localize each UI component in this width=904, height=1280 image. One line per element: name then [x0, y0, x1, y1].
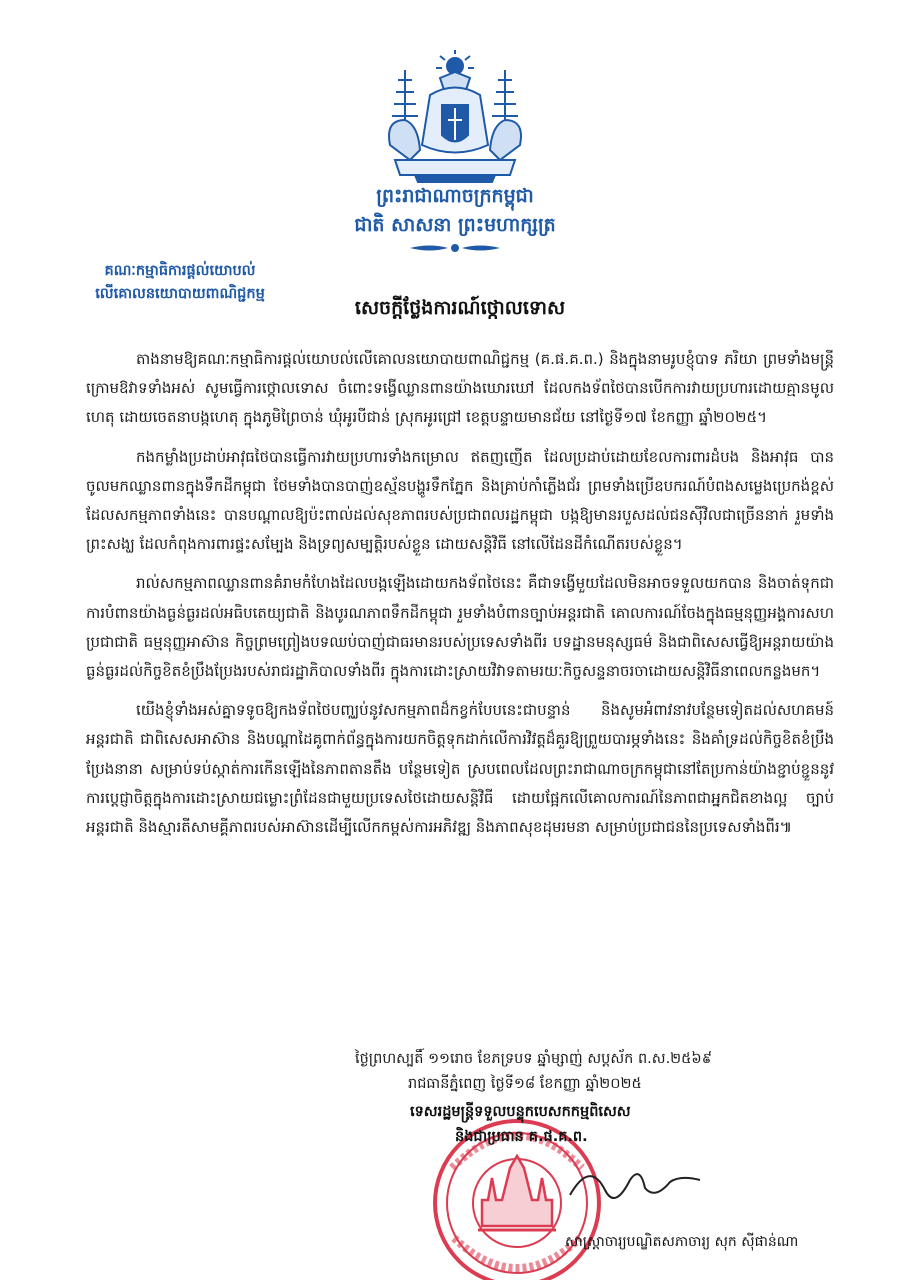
paragraph: រាល់សកម្មភាពឈ្លានពានគំរាមកំហែងដែលបង្កឡើងដោយកងទ័ពថៃនេះ គឺជាទង្វើមួយដែលមិនអាចទទួលយកបាន និងចាត់ទុកជាការបំពានយ៉ាងធ្ងន់ធ្ងរដល់អធិបតេយ្យជាតិ និងបូរណភាពទឹកដីកម្ពុជា រួមទាំងបំពានច្បាប់អន្តរជាតិ គោលការណ៍ចែងក្នុងធម្មនុញ្ញអង្គការសហប្រជាជាតិ ធម្មនុញ្ញអាស៊ាន កិច្ចព្រមព្រៀងបទឈប់បាញ់ជាធរមានរបស់ប្រទេសទាំងពីរ បទដ្ឋានមនុស្សធម៌ និងជាពិសេសធ្វើឱ្យអន្តរាយយ៉ាងធ្ងន់ធ្ងរដល់កិច្ចខិតខំប្រឹងប្រែងរបស់រាជរដ្ឋាភិបាលទាំងពីរ ក្នុងការដោះស្រាយវិវាទតាមរយៈកិច្ចសន្ទនាចរចាដោយសន្តិវិធីនាពេលកន្លងមក។: [86, 574, 834, 681]
paragraph: កងកម្លាំងប្រដាប់អាវុធថៃបានធ្វើការវាយប្រហារទាំងកម្រោល ឥតញញើត ដែលប្រដាប់ដោយខែលការពារដំបង និងអាវុធ បានចូលមកឈ្លានពានក្នុងទឹកដីកម្ពុជា ថែមទាំងបានបាញ់ឧស្ម័នបង្ហូរទឹកភ្នែក និងគ្រាប់កាំភ្លើងជ័រ ព្រមទាំងប្រើឧបករណ៍បំពងសម្លេងប្រេកង់ខ្ពស់ ដែលសកម្មភាពទាំងនេះ បានបណ្តាលឱ្យប៉ះពាល់ដល់សុខភាពរបស់ប្រជាពលរដ្ឋកម្ពុជា បង្កឱ្យមានរបួសដល់ជនស៊ីវិលជាច្រើននាក់ រួមទាំងព្រះសង្ឃ ដែលកំពុងការពារផ្ទះសម្បែង និងទ្រព្យសម្បត្តិរបស់ខ្លួន ដោយសន្តិវិធី នៅលើដែនដីកំណើតរបស់ខ្លួន។: [86, 447, 834, 554]
handwritten-signature: [560, 1140, 710, 1220]
signatory-title: ទេសរដ្ឋមន្ត្រីទទួលបន្ទុកបេសកកម្មពិសេស: [410, 1104, 631, 1120]
committee-name-line1: គណៈកម្មាធិការផ្តល់យោបល់: [104, 262, 256, 279]
kingdom-heading: ព្រះរាជាណាចក្រកម្ពុជា: [376, 185, 534, 207]
paragraph: យើងខ្ញុំទាំងអស់គ្នាទទូចឱ្យកងទ័ពថៃបញ្ឈប់នូវសកម្មភាពដ៏កខ្វក់បែបនេះជាបន្ទាន់ និងសូមអំពាវនាវបន្ថែមទៀតដល់សហគមន៍អន្តរជាតិ ជាពិសេសអាស៊ាន និងបណ្តាដៃគូពាក់ព័ន្ធក្នុងការយកចិត្តទុកដាក់លើការវិវត្តដ៏គួរឱ្យព្រួយបារម្ភទាំងនេះ និងគាំទ្រដល់កិច្ចខិតខំប្រឹងប្រែងនានា សម្រាប់ទប់ស្កាត់ការកើនឡើងនៃភាពតានតឹង បន្ថែមទៀត ស្របពេលដែលព្រះរាជាណាចក្រកម្ពុជានៅតែប្រកាន់យ៉ាងខ្ជាប់ខ្ជួននូវការប្តេជ្ញាចិត្តក្នុងការដោះស្រាយជម្លោះព្រំដែនជាមួយប្រទេសថៃដោយសន្តិវិធី ដោយផ្អែកលើគោលការណ៍នៃភាពជាអ្នកជិតខាងល្អ ច្បាប់អន្តរជាតិ និងស្មារតីសាមគ្គីភាពរបស់អាស៊ានដើម្បីលើកកម្ពស់ការអភិវឌ្ឍ និងភាពសុខដុមរមនា សម្រាប់ប្រជាជននៃប្រទេសទាំងពីរ៕: [86, 701, 834, 837]
motto-heading: ជាតិ សាសនា ព្រះមហាក្សត្រ: [354, 214, 556, 236]
statement-title: សេចក្តីថ្លែងការណ៍ថ្កោលទោស: [354, 297, 566, 319]
committee-name-line2: លើគោលនយោបាយពាណិជ្ជកម្ម: [95, 285, 265, 302]
signatory-name: សាស្ត្រាចារ្យបណ្ឌិតសភាចារ្យ សុក ស៊ីផាន់ណា: [565, 1234, 799, 1250]
paragraph: តាងនាមឱ្យគណៈកម្មាធិការផ្តល់យោបល់លើគោលនយោបាយពាណិជ្ជកម្ម (គ.ផ.គ.ព.) និងក្នុងនាមរូបខ្ញុំបាទ ភរិយា ព្រមទាំងមន្ត្រីក្រោមឱវាទទាំងអស់ សូមធ្វើការថ្កោលទោស ចំពោះទង្វើឈ្លានពានយ៉ាងឃោរឃៅ ដែលកងទ័ពថៃបានបើកការវាយប្រហារដោយគ្មានមូលហេតុ ដោយចេតនាបង្កហេតុ ក្នុងភូមិព្រៃចាន់ ឃុំអូរបីជាន់ ស្រុកអូរជ្រៅ ខេត្តបន្ទាយមានជ័យ នៅថ្ងៃទី១៧ ខែកញ្ញា ឆ្នាំ២០២៥។: [86, 350, 834, 427]
statement-body: [86, 345, 834, 852]
tactac-ornament-icon: [410, 241, 500, 255]
lunar-date: ថ្ងៃព្រហស្បតិ៍ ១១រោច ខែភទ្របទ ឆ្នាំម្សាញ់ សប្តស័ក ព.ស.២៥៦៩: [355, 1051, 712, 1067]
solar-date: រាជធានីភ្នំពេញ ថ្ងៃទី១៨ ខែកញ្ញា ឆ្នាំ២០២៥: [408, 1076, 642, 1092]
royal-emblem-icon: [370, 50, 540, 185]
signatory-role: និងជាប្រធាន គ.ផ.គ.ព.: [455, 1129, 588, 1145]
